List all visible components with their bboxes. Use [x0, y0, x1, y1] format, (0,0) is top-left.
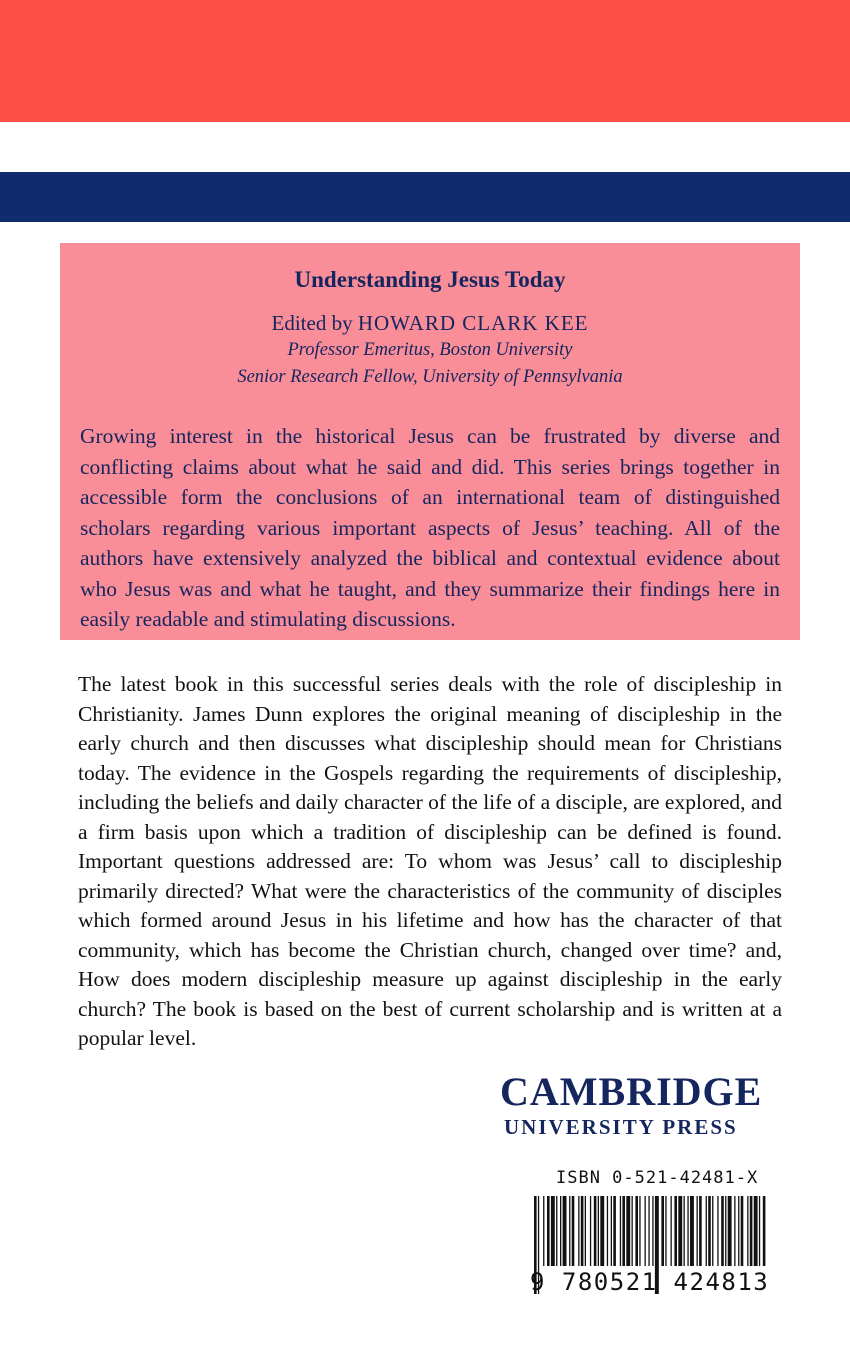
barcode-bar	[585, 1196, 586, 1266]
barcode-bar	[648, 1196, 649, 1266]
barcode-digits: 9 780521 424813	[530, 1268, 770, 1296]
barcode-bar	[708, 1196, 711, 1266]
publisher-subtitle: UNIVERSITY PRESS	[504, 1115, 738, 1139]
barcode-bar	[697, 1196, 698, 1266]
barcode-bar	[560, 1196, 561, 1266]
series-info-box	[60, 243, 800, 640]
barcode-bar	[652, 1196, 653, 1266]
barcode-bar	[556, 1196, 557, 1266]
barcode-bar	[611, 1196, 612, 1266]
barcode-bar	[690, 1196, 694, 1266]
barcode-bar	[738, 1196, 739, 1266]
isbn-label: ISBN 0-521-42481-X	[556, 1168, 759, 1188]
editor-name: HOWARD CLARK KEE	[357, 311, 589, 335]
barcode-bar	[754, 1196, 758, 1266]
barcode-bar	[607, 1196, 608, 1266]
barcode-bar	[590, 1196, 591, 1266]
barcode-bar	[598, 1196, 599, 1266]
barcode-bar	[747, 1196, 748, 1266]
barcode-bar	[563, 1196, 567, 1266]
barcode-bar	[725, 1196, 726, 1266]
barcode-bar	[547, 1196, 550, 1266]
barcode-bar	[572, 1196, 575, 1266]
editor-line	[80, 309, 780, 337]
edited-by-label: Edited by	[271, 311, 353, 335]
barcode-bar	[594, 1196, 597, 1266]
barcode-bar	[645, 1196, 646, 1266]
barcode-bar	[635, 1196, 638, 1266]
barcode-bar	[613, 1196, 616, 1266]
barcode-bar	[717, 1196, 718, 1266]
barcode-bar	[741, 1196, 744, 1266]
barcode-bar	[578, 1196, 579, 1266]
barcode-bar	[665, 1196, 666, 1266]
barcode-bar	[763, 1196, 766, 1266]
top-navy-band	[0, 172, 850, 222]
barcode-bar	[706, 1196, 707, 1266]
barcode-bar	[639, 1196, 640, 1266]
barcode-bar	[678, 1196, 682, 1266]
editor-affiliation-2: Senior Research Fellow, University of Pennsylvania	[237, 367, 623, 387]
barcode-bar	[632, 1196, 633, 1266]
barcode-bar	[620, 1196, 621, 1266]
barcode-bar	[671, 1196, 672, 1266]
series-description: Growing interest in the historical Jesus can be frustrated by diverse and conflicting claims about what he said and did. This series brings together in accessible form the conclusions of an international team of distinguished scholars regarding various important aspects of Jesus’ teaching. All of the authors have extensively analyzed the biblical and contextual evidence about who Jesus was and what he taught, and they summarize their findings here in easily readable and stimulating discussions.	[80, 424, 780, 631]
barcode-bar	[661, 1196, 664, 1266]
barcode-bar	[750, 1196, 753, 1266]
barcode-bar	[626, 1196, 630, 1266]
barcode-bar	[734, 1196, 735, 1266]
barcode-bar	[759, 1196, 760, 1266]
barcode-bar	[721, 1196, 724, 1266]
series-title: Understanding Jesus Today	[294, 267, 566, 292]
barcode-bar	[687, 1196, 688, 1266]
barcode-bar	[674, 1196, 677, 1266]
barcode-bar	[728, 1196, 732, 1266]
barcode-bar	[712, 1196, 713, 1266]
barcode-bar	[581, 1196, 584, 1266]
barcode-bar	[600, 1196, 604, 1266]
top-white-band	[0, 122, 850, 172]
barcode-bar	[699, 1196, 702, 1266]
editor-affiliation-1: Professor Emeritus, Boston University	[287, 340, 573, 360]
top-red-band	[0, 0, 850, 122]
barcode-bar	[551, 1196, 555, 1266]
publisher-logo	[500, 1070, 770, 1140]
publisher-name: CAMBRIDGE	[500, 1069, 763, 1114]
barcode-bar	[543, 1196, 544, 1266]
book-description: The latest book in this successful series deals with the role of discipleship in Christianity. James Dunn explores the original meaning of discipleship in the early church and then discusses what discipleship should mean for Christians today. The evidence in the Gospels regarding the requirements of discipleship, including the beliefs and daily character of the life of a disciple, are explored, and a firm basis upon which a tradition of discipleship can be defined is found. Important questions addressed are: To whom was Jesus’ call to discipleship primarily directed? What were the characteristics of the community of disciples which formed around Jesus in his lifetime and how has the character of that community, which has become the Christian church, changed over time? and, How does modern discipleship measure up against discipleship in the early church? The book is based on the best of current scholarship and is written at a popular level.	[78, 672, 782, 1050]
barcode-bar	[569, 1196, 570, 1266]
barcode-bar	[622, 1196, 625, 1266]
barcode-bar	[684, 1196, 685, 1266]
